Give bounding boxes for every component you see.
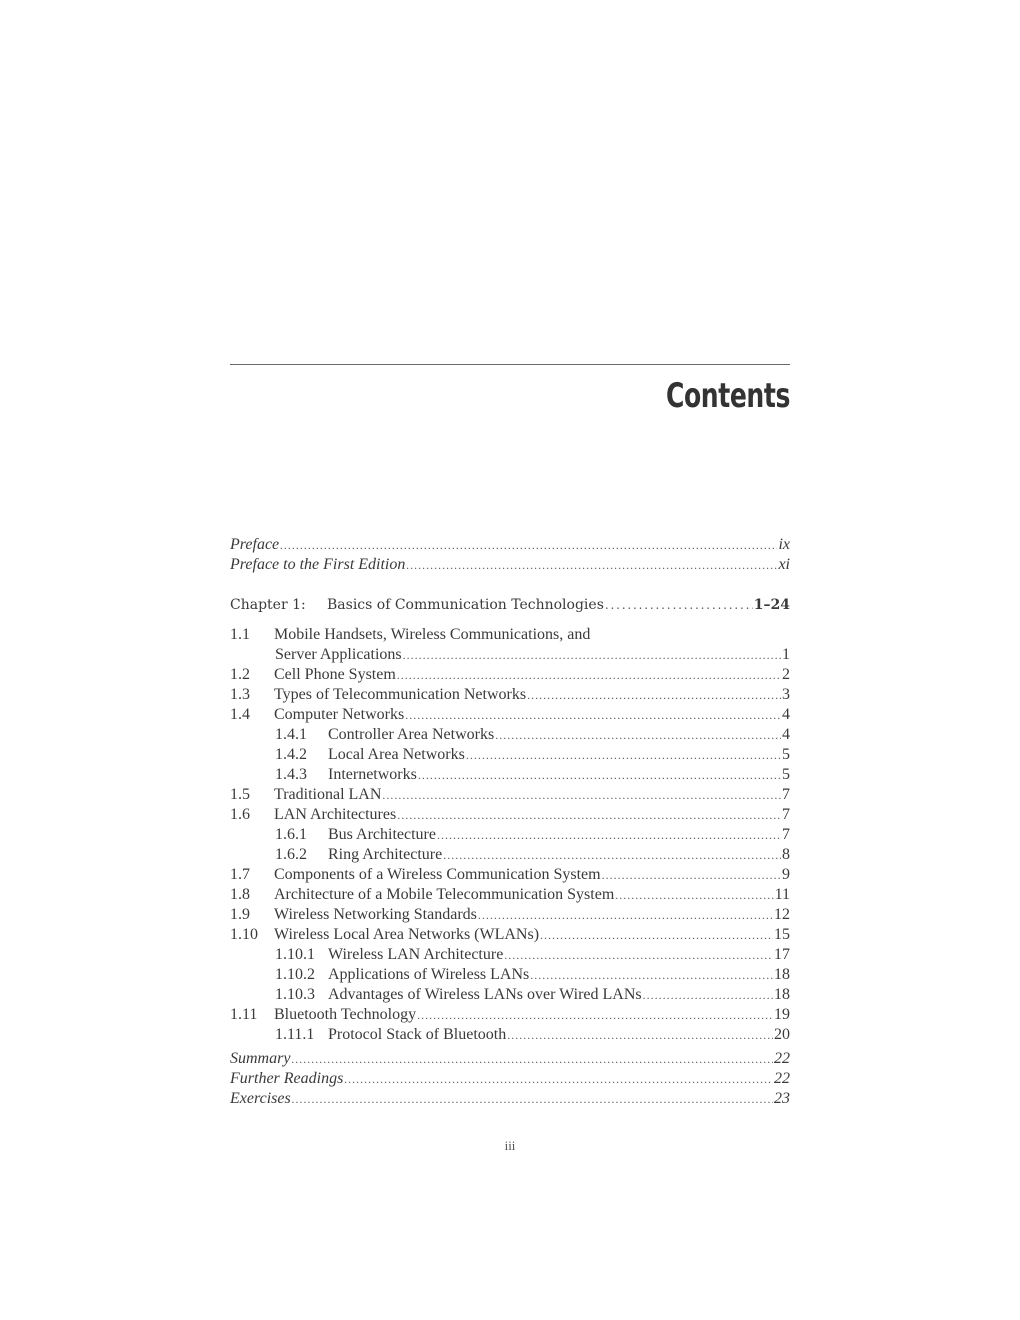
section-title: Architecture of a Mobile Telecommunication System [274, 886, 615, 903]
toc-subsection[interactable] [230, 1025, 790, 1045]
dot-leader [605, 595, 753, 615]
section-number: 1.1 [230, 626, 250, 643]
toc-entry-preface-first-edition[interactable] [230, 555, 790, 575]
section-number: 1.10 [230, 926, 258, 943]
toc-entry-label: Further Readings [230, 1070, 344, 1087]
section-page: 9 [782, 866, 790, 883]
section-title: Bluetooth Technology [274, 1006, 417, 1023]
subsection-page: 17 [774, 946, 790, 963]
section-page: 3 [782, 686, 790, 703]
section-title: Wireless Local Area Networks (WLANs) [274, 926, 540, 943]
toc-section[interactable] [230, 785, 790, 805]
toc-entry-label: Summary [230, 1050, 291, 1067]
dot-leader [504, 945, 773, 965]
toc-subsection[interactable] [230, 745, 790, 765]
dot-leader [405, 705, 781, 725]
toc-section[interactable] [230, 905, 790, 925]
subsection-number: 1.11.1 [275, 1026, 315, 1043]
subsection-number: 1.10.3 [275, 986, 315, 1003]
subsection-number: 1.4.3 [275, 766, 307, 783]
dot-leader [495, 725, 781, 745]
section-page: 4 [782, 706, 790, 723]
subsection-number: 1.4.1 [275, 726, 307, 743]
section-page: 11 [774, 886, 790, 903]
section-page: 19 [774, 1006, 790, 1023]
dot-leader [406, 555, 777, 575]
section-number: 1.4 [230, 706, 250, 723]
dot-leader [466, 745, 781, 765]
toc-section[interactable] [230, 705, 790, 725]
toc-subsection[interactable] [230, 725, 790, 745]
toc-entry-label: Preface [230, 536, 280, 553]
dot-leader [643, 985, 773, 1005]
table-of-contents [230, 535, 790, 1109]
toc-entry-preface[interactable] [230, 535, 790, 555]
dot-leader [530, 965, 773, 985]
dot-leader [344, 1069, 773, 1089]
dot-leader [602, 865, 781, 885]
section-number: 1.7 [230, 866, 250, 883]
toc-subsection[interactable] [230, 825, 790, 845]
toc-subsection[interactable] [230, 965, 790, 985]
dot-leader [540, 925, 773, 945]
dot-leader [397, 665, 781, 685]
section-title: Server Applications [275, 646, 402, 663]
dot-leader [291, 1049, 773, 1069]
subsection-title: Protocol Stack of Bluetooth [328, 1026, 507, 1043]
section-title: LAN Architectures [274, 806, 397, 823]
section-title: Computer Networks [274, 706, 405, 723]
section-page: 2 [782, 666, 790, 683]
subsection-page: 20 [774, 1026, 790, 1043]
toc-entry-exercises[interactable] [230, 1089, 790, 1109]
toc-subsection[interactable] [230, 985, 790, 1005]
subsection-title: Local Area Networks [328, 746, 465, 763]
toc-entry-page: ix [778, 536, 790, 553]
dot-leader [403, 645, 781, 665]
section-title: Wireless Networking Standards [274, 906, 477, 923]
section-title: Types of Telecommunication Networks [274, 686, 527, 703]
subsection-page: 4 [782, 726, 790, 743]
dot-leader [292, 1089, 773, 1109]
header-rule [230, 364, 790, 365]
toc-entry-page: xi [778, 556, 790, 573]
toc-entry-label: Preface to the First Edition [230, 556, 406, 573]
dot-leader [280, 535, 777, 555]
toc-entry-further-readings[interactable] [230, 1069, 790, 1089]
toc-entry-page: 22 [774, 1070, 790, 1087]
section-title: Cell Phone System [274, 666, 396, 683]
toc-entry-label: Exercises [230, 1090, 291, 1107]
section-number: 1.9 [230, 906, 250, 923]
toc-section[interactable] [230, 865, 790, 885]
toc-subsection[interactable] [230, 765, 790, 785]
toc-section-continuation[interactable] [230, 645, 790, 665]
subsection-page: 5 [782, 766, 790, 783]
dot-leader [478, 905, 773, 925]
section-number: 1.2 [230, 666, 250, 683]
section-number: 1.11 [230, 1006, 258, 1023]
section-page: 1 [782, 646, 790, 663]
subsection-number: 1.6.1 [275, 826, 307, 843]
chapter-number: Chapter 1: [230, 597, 306, 613]
subsection-number: 1.10.1 [275, 946, 315, 963]
subsection-title: Advantages of Wireless LANs over Wired LANs [328, 986, 642, 1003]
subsection-number: 1.6.2 [275, 846, 307, 863]
dot-leader [437, 825, 781, 845]
toc-entry-summary[interactable] [230, 1049, 790, 1069]
dot-leader [443, 845, 781, 865]
subsection-page: 5 [782, 746, 790, 763]
subsection-title: Wireless LAN Architecture [328, 946, 504, 963]
subsection-page: 18 [774, 966, 790, 983]
toc-subsection[interactable] [230, 945, 790, 965]
toc-subsection[interactable] [230, 845, 790, 865]
subsection-title: Applications of Wireless LANs [328, 966, 530, 983]
toc-section[interactable] [230, 685, 790, 705]
subsection-number: 1.10.2 [275, 966, 315, 983]
section-number: 1.6 [230, 806, 250, 823]
subsection-title: Bus Architecture [328, 826, 436, 843]
dot-leader [615, 885, 773, 905]
subsection-number: 1.4.2 [275, 746, 307, 763]
subsection-title: Internetworks [328, 766, 417, 783]
toc-section[interactable] [230, 1005, 790, 1025]
section-page: 15 [774, 926, 790, 943]
dot-leader [397, 805, 781, 825]
page-title: Contents [665, 376, 790, 416]
toc-section[interactable] [230, 885, 790, 905]
chapter-pages: 1–24 [753, 597, 790, 613]
subsection-page: 8 [782, 846, 790, 863]
subsection-title: Controller Area Networks [328, 726, 495, 743]
section-number: 1.5 [230, 786, 250, 803]
subsection-page: 7 [782, 826, 790, 843]
page-number: iii [504, 1138, 516, 1153]
dot-leader [417, 1005, 773, 1025]
toc-chapter-1[interactable] [230, 595, 790, 615]
section-number: 1.3 [230, 686, 250, 703]
subsection-page: 18 [774, 986, 790, 1003]
section-number: 1.8 [230, 886, 250, 903]
toc-section[interactable] [230, 925, 790, 945]
dot-leader [507, 1025, 773, 1045]
chapter-title: Basics of Communication Technologies [327, 597, 604, 613]
section-title: Components of a Wireless Communication System [274, 866, 601, 883]
toc-section[interactable] [230, 805, 790, 825]
dot-leader [418, 765, 781, 785]
toc-section[interactable] [230, 665, 790, 685]
section-page: 7 [782, 806, 790, 823]
toc-entry-page: 23 [774, 1090, 790, 1107]
section-title: Traditional LAN [274, 786, 382, 803]
section-page: 7 [782, 786, 790, 803]
toc-section[interactable] [230, 625, 790, 645]
section-title: Mobile Handsets, Wireless Communications, and [274, 626, 591, 643]
dot-leader [527, 685, 781, 705]
dot-leader [382, 785, 781, 805]
toc-entry-page: 22 [774, 1050, 790, 1067]
section-page: 12 [774, 906, 790, 923]
subsection-title: Ring Architecture [328, 846, 443, 863]
